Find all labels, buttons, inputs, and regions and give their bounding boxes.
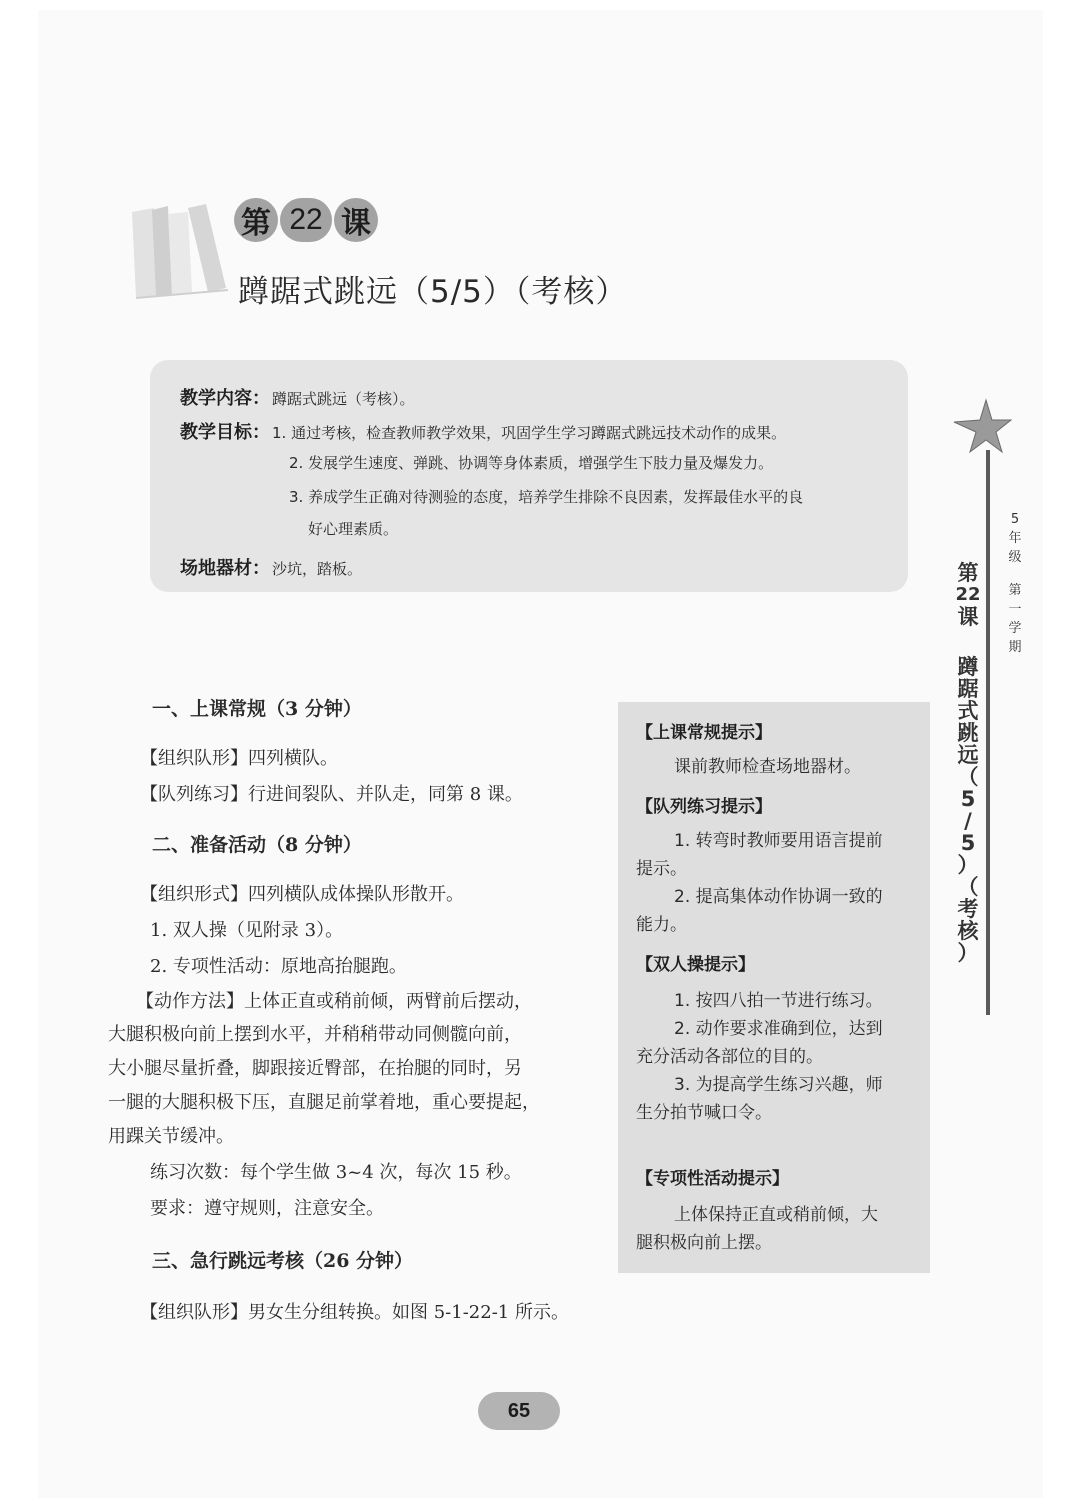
goal-item-continued: 好心理素质。 [308, 520, 399, 538]
tip-text: 3. 为提高学生练习兴趣，师 [674, 1075, 883, 1095]
body-paragraph: 【队列练习】行进间裂队、并队走，同第 8 课。 [140, 784, 523, 805]
lesson-subtitle: 蹲踞式跳远（5/5）（考核） [238, 274, 628, 310]
lesson-vert-char: （ [957, 875, 979, 899]
section-heading: 一、上课常规（3 分钟） [152, 698, 362, 720]
lesson-vert-char: 核 [957, 919, 979, 943]
body-paragraph: 【动作方法】上体正直或稍前倾，两臂前后摆动， [136, 991, 532, 1012]
body-paragraph: 练习次数：每个学生做 3~4 次，每次 15 秒。 [150, 1162, 522, 1183]
lesson-vert-char: / [964, 809, 972, 833]
side-divider [986, 450, 990, 1015]
tip-text: 上体保持正直或稍前倾，大 [674, 1205, 878, 1225]
tip-text: 充分活动各部位的目的。 [636, 1047, 823, 1067]
grade-char: 学 [1008, 621, 1022, 636]
lesson-vertical-label [954, 562, 982, 964]
grade-char: 级 [1008, 550, 1022, 565]
tip-heading: 【队列练习提示】 [636, 797, 772, 817]
lesson-title-char: 课 [334, 198, 378, 242]
lesson-vert-char: ） [957, 853, 979, 877]
equipment-row [180, 554, 362, 580]
lesson-vert-char: 跳 [957, 721, 979, 745]
lesson-vert-char: 课 [957, 605, 979, 629]
books-icon [128, 200, 238, 300]
section-heading: 三、急行跳远考核（26 分钟） [152, 1250, 414, 1272]
tip-text: 提示。 [636, 859, 687, 879]
content-row [180, 384, 415, 410]
tip-text: 2. 提高集体动作协调一致的 [674, 887, 883, 907]
tip-heading: 【专项性活动提示】 [636, 1169, 789, 1189]
grade-char: 期 [1008, 640, 1022, 655]
goal-item: 1. 通过考核，检查教师教学效果，巩固学生学习蹲踞式跳远技术动作的成果。 [272, 424, 787, 442]
page-number: 65 [478, 1392, 560, 1430]
body-paragraph: 大腿积极向前上摆到水平，并稍稍带动同侧髋向前， [108, 1024, 522, 1045]
body-paragraph: 1. 双人操（见附录 3）。 [150, 920, 344, 941]
tip-text: 1. 转弯时教师要用语言提前 [674, 831, 883, 851]
tip-heading: 【双人操提示】 [636, 955, 755, 975]
tip-text: 能力。 [636, 915, 687, 935]
lesson-vert-char: 踞 [957, 677, 979, 701]
body-paragraph: 2. 专项性活动：原地高抬腿跑。 [150, 956, 407, 977]
goal-row [180, 418, 786, 444]
lesson-vert-char: 考 [957, 897, 979, 921]
equipment-value: 沙坑，踏板。 [272, 560, 363, 578]
tip-text: 2. 动作要求准确到位，达到 [674, 1019, 883, 1039]
tip-text: 课前教师检查场地器材。 [674, 757, 861, 777]
goal-item: 2. 发展学生速度、弹跳、协调等身体素质，增强学生下肢力量及爆发力。 [289, 454, 774, 472]
grade-vertical-label [1006, 510, 1024, 657]
body-paragraph: 一腿的大腿积极下压，直腿足前掌着地，重心要提起， [108, 1092, 540, 1113]
grade-char: 第 [1008, 583, 1022, 598]
goal-item: 3. 养成学生正确对待测验的态度，培养学生排除不良因素，发挥最佳水平的良 [289, 488, 804, 506]
grade-char: 一 [1008, 602, 1022, 617]
body-paragraph: 【组织队形】四列横队。 [140, 748, 338, 769]
tip-text: 生分拍节喊口令。 [636, 1103, 772, 1123]
equipment-label: 场地器材： [180, 558, 270, 579]
tip-heading: 【上课常规提示】 [636, 723, 772, 743]
content-value: 蹲踞式跳远（考核）。 [272, 390, 415, 408]
lesson-vert-char: 式 [957, 699, 979, 723]
grade-char: 年 [1008, 531, 1022, 546]
tip-text: 1. 按四八拍一节进行练习。 [674, 991, 883, 1011]
lesson-vert-char: 5 [960, 787, 976, 811]
content-label: 教学内容： [180, 388, 270, 409]
star-icon [948, 398, 1012, 458]
tip-text: 腿积极向前上摆。 [636, 1233, 772, 1253]
lesson-vert-char: ） [957, 941, 979, 965]
lesson-vert-char: 22 [955, 584, 981, 605]
body-paragraph: 【组织队形】男女生分组转换。如图 5-1-22-1 所示。 [140, 1302, 569, 1323]
lesson-vert-char: 远 [957, 743, 979, 767]
body-paragraph: 大小腿尽量折叠，脚跟接近臀部，在抬腿的同时，另 [108, 1058, 522, 1079]
body-paragraph: 用踝关节缓冲。 [108, 1126, 234, 1147]
section-heading: 二、准备活动（8 分钟） [152, 834, 362, 856]
body-paragraph: 【组织形式】四列横队成体操队形散开。 [140, 884, 464, 905]
goal-label: 教学目标： [180, 422, 270, 443]
lesson-title [234, 198, 378, 242]
lesson-title-char: 第 [234, 198, 278, 242]
lesson-vert-char: 第 [957, 561, 979, 585]
grade-char: 5 [1010, 512, 1020, 527]
lesson-number: 22 [280, 198, 332, 242]
body-paragraph: 要求：遵守规则，注意安全。 [150, 1198, 384, 1219]
lesson-vert-char: 蹲 [957, 655, 979, 679]
lesson-vert-char: （ [957, 765, 979, 789]
lesson-vert-char: 5 [960, 831, 976, 855]
